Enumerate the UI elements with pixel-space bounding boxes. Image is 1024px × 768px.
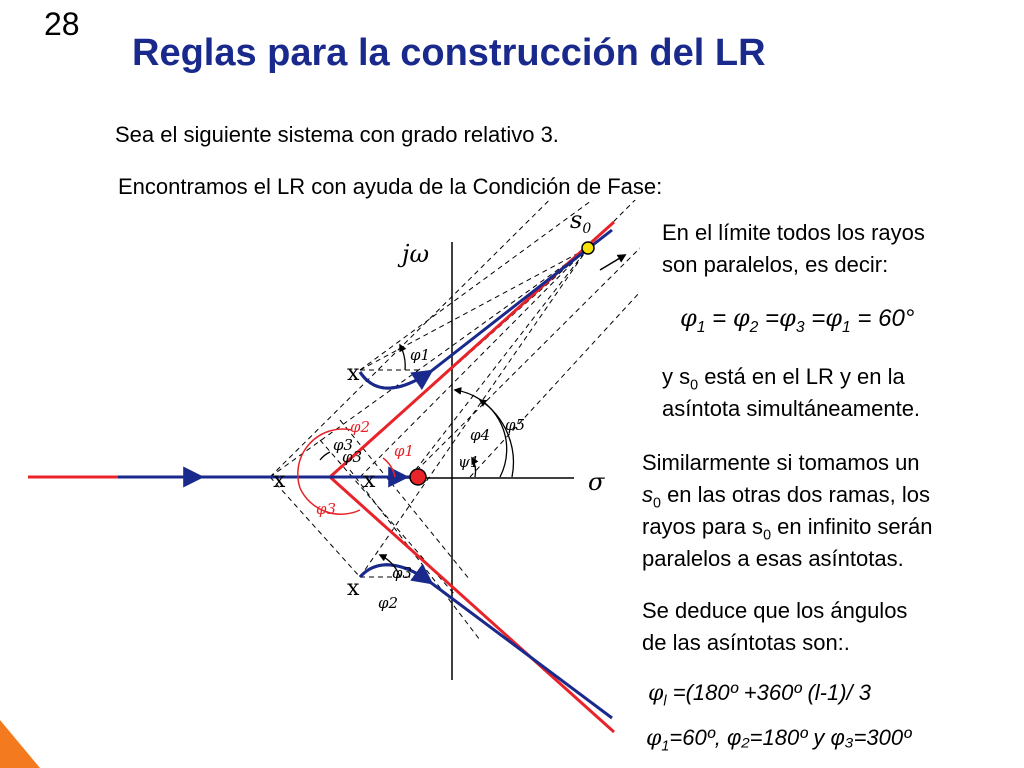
s0-label: $s_0$ [570, 206, 592, 237]
sigma-label: σ [588, 468, 605, 496]
pole-center: x [363, 468, 376, 493]
angle-phi3-bottom: φ3 [392, 564, 413, 582]
angle-phi4: φ4 [470, 426, 491, 444]
slide-title: Reglas para la construcción del LR [132, 32, 766, 74]
angle-phi3-bottom-red: φ3 [316, 500, 337, 518]
corner-decoration [0, 720, 40, 768]
pole-lower: x [347, 576, 360, 601]
pole-upper: x [347, 361, 360, 386]
deduce-line2: de las asíntotas son:. [642, 630, 850, 655]
root-locus-diagram [0, 200, 640, 740]
angle-phi1-top: φ1 [410, 346, 431, 364]
asymptote-result: $\varphi_1=60º$, φ₂=180º y φ₃=300º [646, 725, 912, 755]
limit-line1: En el límite todos los rayos [662, 220, 925, 245]
angle-phi3-left: φ3 [333, 436, 354, 454]
angle-phi1-red: φ1 [394, 442, 415, 460]
s0-text-line2: asíntota simultáneamente. [662, 396, 921, 421]
slide-number: 28 [44, 6, 80, 42]
s0-text-line1: y $s_0$ está en el LR y en la [662, 364, 905, 394]
angle-phi2-red: φ2 [350, 418, 371, 436]
zero-marker [410, 469, 426, 485]
poles [273, 361, 376, 601]
angle-phi2-bottom: φ2 [378, 594, 399, 612]
intro-text: Sea el siguiente sistema con grado relativo 3. [115, 122, 559, 147]
angle-phi5: φ5 [505, 416, 526, 434]
angle-phi3-red: φ3 [342, 448, 363, 466]
limit-line2: son paralelos, es decir: [662, 252, 889, 277]
sim-line4: paralelos a esas asíntotas. [642, 546, 904, 571]
sim-line2: $s_0$ en las otras dos ramas, los [642, 482, 930, 512]
find-text: Encontramos el LR con ayuda de la Condición de Fase: [118, 174, 663, 199]
angle-equality: $\varphi_1 = \varphi_2 =\varphi_3 =\varphi_1 = 60^\circ$ [680, 304, 915, 336]
s0-point [582, 242, 594, 254]
sim-line3: rayos para $s_0$ en infinito serán [642, 514, 933, 544]
sim-line1: Similarmente si tomamos un [642, 450, 920, 475]
pole-left: x [273, 468, 286, 493]
deduce-line1: Se deduce que los ángulos [642, 598, 908, 623]
angle-psi1: ψ1 [458, 453, 480, 471]
jw-label: jω [402, 240, 430, 268]
dashed-rays [270, 200, 640, 640]
asymptote-formula: $\varphi_l$ =(180º +360º (l-1)/ 3 [648, 680, 872, 710]
